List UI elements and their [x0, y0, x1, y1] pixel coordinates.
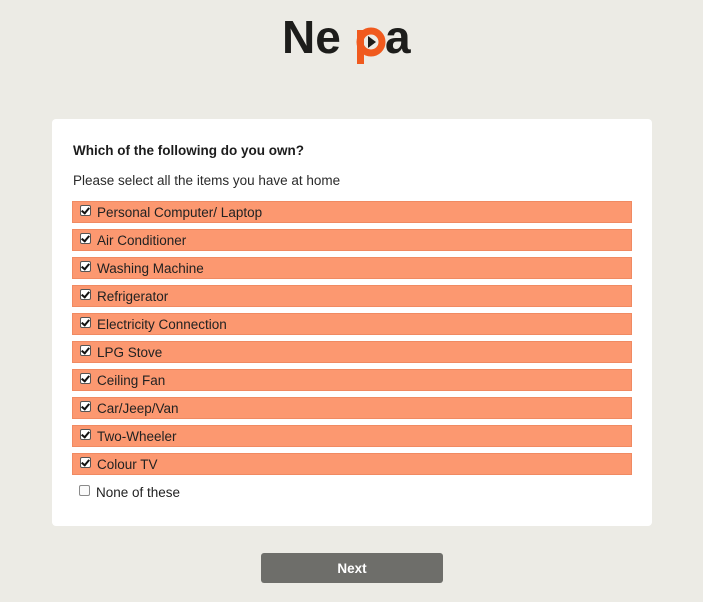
- question-card: [52, 119, 652, 526]
- option-row[interactable]: [72, 425, 632, 447]
- option-row[interactable]: [72, 369, 632, 391]
- nepa-logo: [282, 14, 423, 70]
- checkbox-icon[interactable]: [79, 485, 90, 496]
- next-button[interactable]: Next: [261, 553, 443, 583]
- option-row[interactable]: [72, 229, 632, 251]
- checkbox-icon[interactable]: [80, 317, 91, 328]
- option-label: Ceiling Fan: [97, 372, 166, 388]
- question-instruction: Please select all the items you have at home: [73, 173, 341, 188]
- checkbox-icon[interactable]: [80, 401, 91, 412]
- option-label: Washing Machine: [97, 260, 204, 276]
- option-label: Air Conditioner: [97, 232, 187, 248]
- option-label: Colour TV: [97, 456, 158, 472]
- checkbox-icon[interactable]: [80, 205, 91, 216]
- option-row[interactable]: [72, 341, 632, 363]
- checkbox-icon[interactable]: [80, 345, 91, 356]
- checkbox-icon[interactable]: [80, 289, 91, 300]
- option-label: Car/Jeep/Van: [97, 400, 179, 416]
- options-list: [72, 201, 632, 509]
- logo-accent-p: [357, 30, 382, 64]
- option-row[interactable]: [72, 397, 632, 419]
- question-title: Which of the following do you own?: [73, 143, 304, 158]
- option-label: Electricity Connection: [97, 316, 227, 332]
- option-row[interactable]: [72, 201, 632, 223]
- logo-graphic: [282, 14, 423, 70]
- checkbox-icon[interactable]: [80, 233, 91, 244]
- option-label: Personal Computer/ Laptop: [97, 204, 263, 220]
- checkbox-icon[interactable]: [80, 373, 91, 384]
- checkbox-icon[interactable]: [80, 429, 91, 440]
- option-label: Refrigerator: [97, 288, 169, 304]
- option-row[interactable]: [72, 285, 632, 307]
- checkbox-icon[interactable]: [80, 261, 91, 272]
- option-label: LPG Stove: [97, 344, 163, 360]
- option-row[interactable]: [72, 453, 632, 475]
- checkbox-icon[interactable]: [80, 457, 91, 468]
- option-row-none[interactable]: [72, 481, 632, 503]
- option-row[interactable]: [72, 313, 632, 335]
- option-label: Two-Wheeler: [97, 428, 177, 444]
- logo-text-end: a: [385, 14, 411, 63]
- option-label: None of these: [96, 484, 181, 500]
- logo-text-start: Ne: [282, 14, 341, 63]
- option-row[interactable]: [72, 257, 632, 279]
